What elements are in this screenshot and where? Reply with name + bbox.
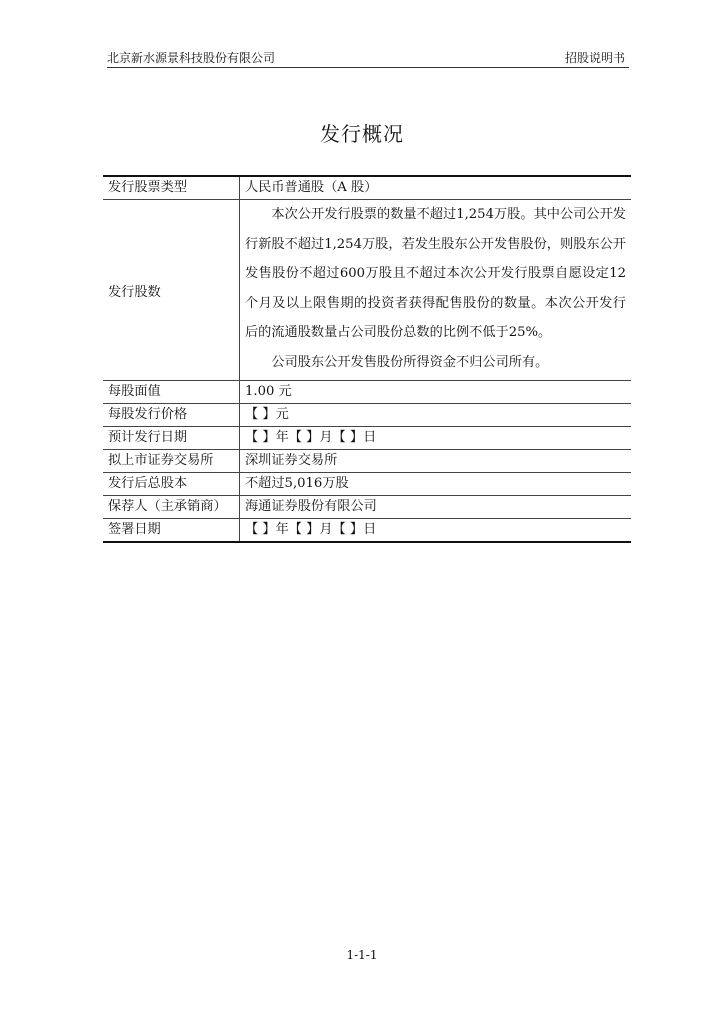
row-value-issue-date: 【 】年【 】月【 】日 [240,427,632,450]
row-value-stock-type: 人民币普通股（A 股） [240,176,632,200]
row-label-issue-price: 每股发行价格 [103,404,240,427]
row-value-issue-price: 【 】元 [240,404,632,427]
row-value-par-value: 1.00 元 [240,381,632,404]
row-label-sign-date: 签署日期 [103,519,240,543]
table-row [103,404,631,427]
share-count-paragraph-1: 本次公开发行股票的数量不超过1,254万股。其中公司公开发行新股不超过1,254万股，若发生股东公开发售股份，则股东公开发售股份不超过600万股且不超过本次公开发行股票自愿设定12个月及以上限售期的投资者获得配售股份的数量。本次公开发行后的流通股数量占公司股份总数的比例不低于25%。 [245,207,626,340]
table-row [103,473,631,496]
table-row [103,427,631,450]
table-row [103,381,631,404]
row-label-stock-type: 发行股票类型 [103,176,240,200]
page-number: 1-1-1 [346,948,378,962]
table-row [103,176,631,200]
share-count-paragraph-2: 公司股东公开发售股份所得资金不归公司所有。 [271,354,549,370]
table-row [103,450,631,473]
row-value-sponsor: 海通证券股份有限公司 [240,496,632,519]
page-header [107,50,629,68]
row-label-issue-date: 预计发行日期 [103,427,240,450]
row-label-par-value: 每股面值 [103,381,240,404]
row-label-share-count: 发行股数 [103,200,240,381]
row-value-share-count [240,200,632,381]
issuance-overview-table [103,175,631,543]
row-label-sponsor: 保荐人（主承销商） [103,496,240,519]
company-name: 北京新水源景科技股份有限公司 [107,51,276,65]
document-type: 招股说明书 [564,51,625,65]
row-value-exchange: 深圳证券交易所 [240,450,632,473]
row-value-total-shares: 不超过5,016万股 [240,473,632,496]
table-row [103,519,631,543]
row-label-exchange: 拟上市证券交易所 [103,450,240,473]
row-label-total-shares: 发行后总股本 [103,473,240,496]
table-row [103,496,631,519]
row-value-sign-date: 【 】年【 】月【 】日 [240,519,632,543]
page-title: 发行概况 [320,122,404,146]
table-row [103,200,631,381]
